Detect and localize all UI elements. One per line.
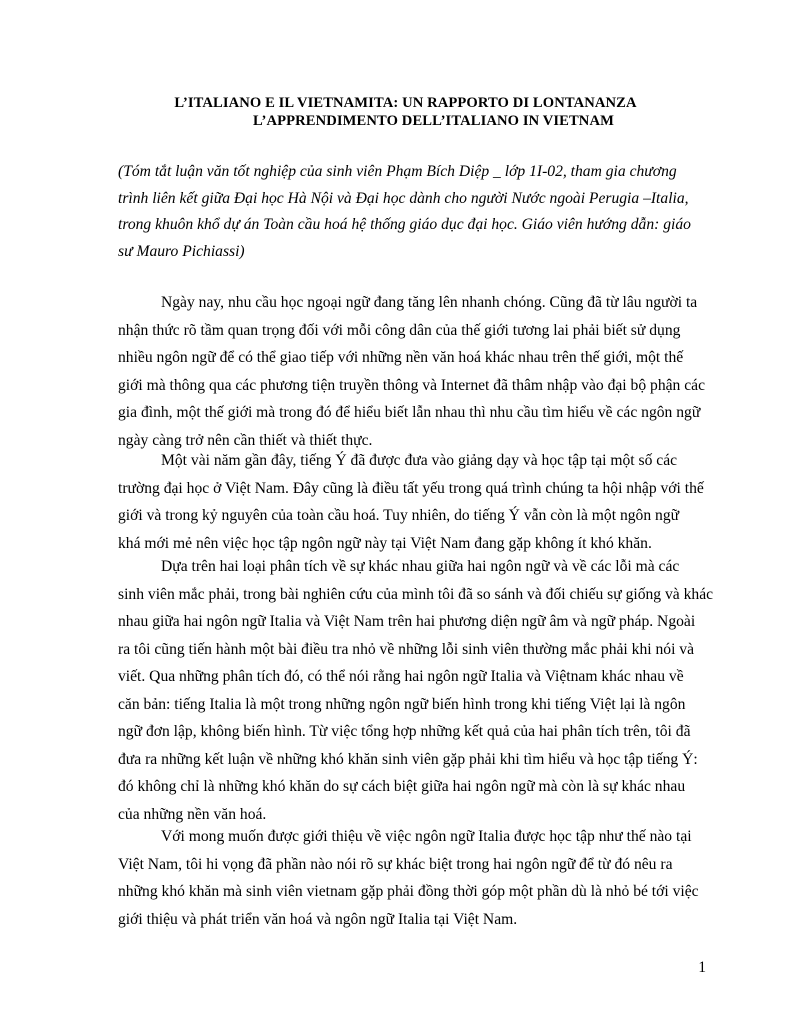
document-title [0, 94, 791, 130]
body-paragraph-2 [118, 447, 703, 557]
paragraph-line: giới mà thông qua các phương tiện truyền thông và Internet đã thâm nhập vào đại bộ phận các [118, 376, 706, 394]
abstract-line: sư Mauro Pichiassi) [118, 242, 245, 260]
paragraph-line: sinh viên mắc phải, trong bài nghiên cứu của mình tôi đã so sánh và đối chiếu sự giống và khác [118, 585, 714, 603]
paragraph-line: nhận thức rõ tầm quan trọng đối với mỗi công dân của thế giới tương lai phải biết sử dụng [118, 321, 681, 339]
subtitle-line: L’APPRENDIMENTO DELL’ITALIANO IN VIETNAM [253, 113, 614, 129]
body-paragraph-1 [118, 289, 706, 454]
paragraph-line: ra tôi cũng tiến hành một bài điều tra nhỏ về những lỗi sinh viên thường mắc phải khi nói và [118, 640, 695, 658]
body-paragraph-4 [118, 823, 703, 933]
paragraph-line: những khó khăn mà sinh viên vietnam gặp phải đồng thời góp một phần dù là nhỏ bé tới việc [118, 883, 699, 900]
paragraph-line: khá mới mẻ nên việc học tập ngôn ngữ này tại Việt Nam đang gặp không ít khó khăn. [118, 534, 652, 552]
paragraph-line: giới và trong kỷ nguyên của toàn cầu hoá. Tuy nhiên, do tiếng Ý vẫn còn là một ngôn ngữ [118, 507, 680, 524]
paragraph-line: căn bản: tiếng Italia là một trong những ngôn ngữ biến hình trong khi tiếng Việt lại là ngôn [118, 695, 686, 713]
paragraph-line: đưa ra những kết luận về những khó khăn sinh viên gặp phải khi tìm hiểu và học tập tiếng Ý: [118, 750, 698, 768]
paragraph-line: nhau giữa hai ngôn ngữ Italia và Việt Nam trên hai phương diện ngữ âm và ngữ pháp. Ngoài [118, 613, 696, 630]
abstract-line: trong khuôn khổ dự án Toàn cầu hoá hệ thống giáo dục đại học. Giáo viên hướng dẫn: giáo [118, 216, 691, 234]
page-number: 1 [698, 959, 706, 976]
abstract-line: trình liên kết giữa Đại học Hà Nội và Đại học dành cho người Nước ngoài Perugia –Italia, [118, 189, 689, 207]
paragraph-line: nhiều ngôn ngữ để có thể giao tiếp với những nền văn hoá khác nhau trên thế giới, một thế [118, 349, 684, 366]
paragraph-line: gia đình, một thế giới mà trong đó để hiểu biết lẫn nhau thì nhu cầu tìm hiểu về các ngôn ngữ [118, 404, 701, 421]
abstract-note [118, 159, 703, 265]
paragraph-line: Việt Nam, tôi hi vọng đã phần nào nói rõ sự khác biệt trong hai ngôn ngữ để từ đó nêu ra [118, 855, 673, 873]
paragraph-line: đó không chỉ là những khó khăn do sự cách biệt giữa hai ngôn ngữ mà còn là sự khác nhau [118, 778, 686, 795]
paragraph-line: ngữ đơn lập, không biến hình. Từ việc tổng hợp những kết quả của hai phân tích trên, tôi đã [118, 723, 691, 740]
paragraph-line: Dựa trên hai loại phân tích về sự khác nhau giữa hai ngôn ngữ và về các lỗi mà các [161, 558, 680, 575]
paragraph-line: giới thiệu và phát triển văn hoá và ngôn ngữ Italia tại Việt Nam. [118, 910, 518, 928]
title-line: L’ITALIANO E IL VIETNAMITA: UN RAPPORTO DI LONTANANZA [174, 95, 637, 111]
paragraph-line: trường đại học ở Việt Nam. Đây cũng là điều tất yếu trong quá trình chúng ta hội nhập với thế [118, 479, 704, 497]
abstract-line: (Tóm tắt luận văn tốt nghiệp của sinh viên Phạm Bích Diệp _ lớp 1I-02, tham gia chương [118, 163, 677, 180]
paragraph-line: của những nền văn hoá. [118, 805, 267, 823]
paragraph-line: Ngày nay, nhu cầu học ngoại ngữ đang tăng lên nhanh chóng. Cũng đã từ lâu người ta [161, 294, 698, 311]
body-paragraph-3 [118, 553, 714, 828]
paragraph-line: viết. Qua những phân tích đó, có thể nói rằng hai ngôn ngữ Italia và Việtnam khác nhau về [118, 668, 684, 685]
paragraph-line: Một vài năm gần đây, tiếng Ý đã được đưa vào giảng dạy và học tập tại một số các [161, 452, 678, 469]
paragraph-line: Với mong muốn được giới thiệu về việc ngôn ngữ Italia được học tập như thế nào tại [161, 828, 692, 845]
paragraph-line: ngày càng trở nên cần thiết và thiết thực. [118, 431, 373, 449]
